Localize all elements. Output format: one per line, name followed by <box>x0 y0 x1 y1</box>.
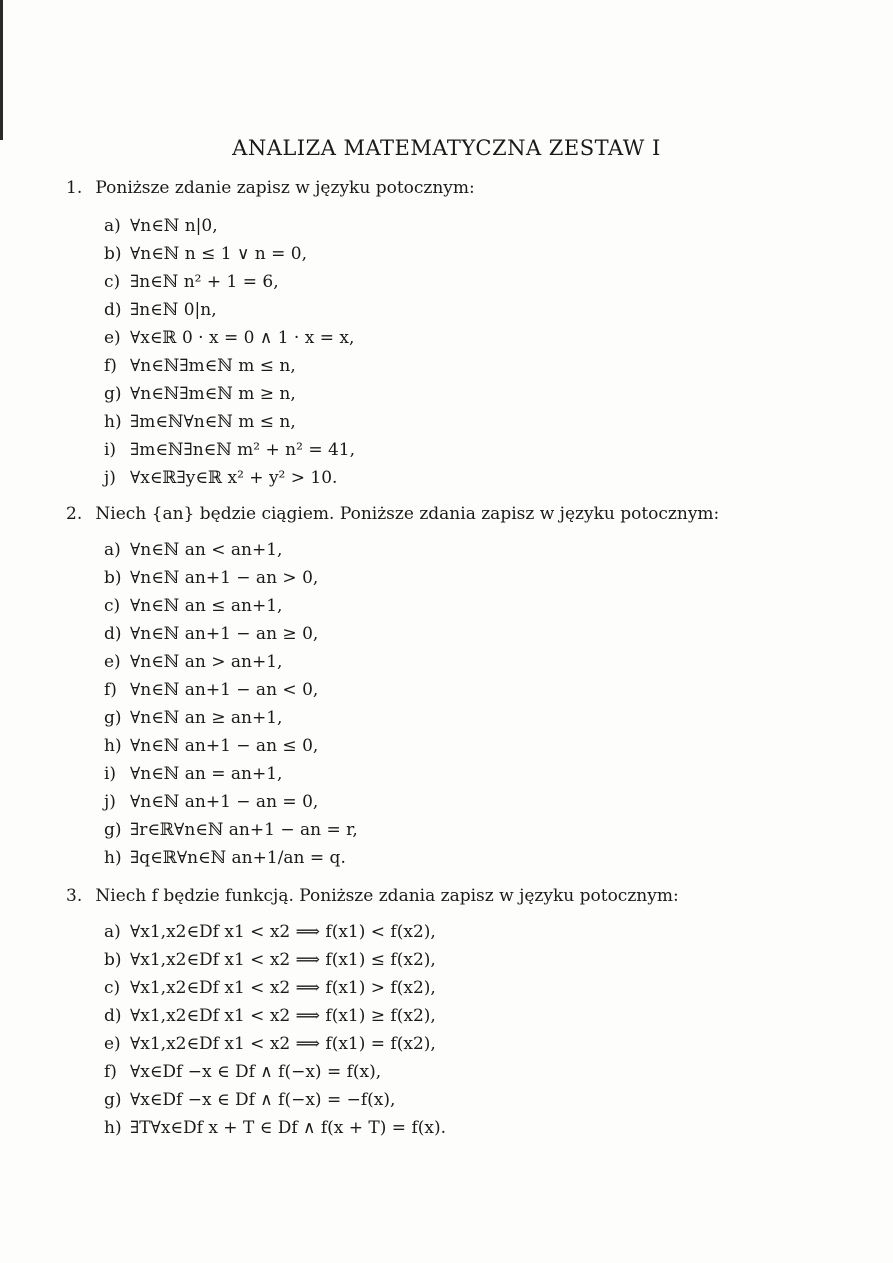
list-item <box>104 272 279 292</box>
list-item <box>104 356 296 376</box>
problem-3-statement <box>66 886 679 906</box>
list-item <box>104 412 296 432</box>
item-label: g) <box>104 820 122 840</box>
list-item <box>104 568 318 588</box>
formula: ∀n∈ℕ an+1 − an < 0, <box>130 680 319 700</box>
problem-text: Niech {an} będzie ciągiem. Poniższe zdania zapisz w języku potocznym: <box>95 504 720 524</box>
item-label: h) <box>104 412 122 432</box>
list-item <box>104 300 217 320</box>
list-item <box>104 384 296 404</box>
list-item <box>104 708 282 728</box>
item-label: b) <box>104 568 122 588</box>
formula: ∀n∈ℕ an+1 − an > 0, <box>130 568 319 588</box>
list-item <box>104 596 282 616</box>
formula: ∃m∈ℕ∀n∈ℕ m ≤ n, <box>130 412 296 432</box>
formula: ∀x∈ℝ 0 · x = 0 ∧ 1 · x = x, <box>130 328 355 348</box>
formula: ∃r∈ℝ∀n∈ℕ an+1 − an = r, <box>130 820 358 840</box>
formula: ∀n∈ℕ an ≥ an+1, <box>130 708 283 728</box>
formula: ∃m∈ℕ∃n∈ℕ m² + n² = 41, <box>130 440 356 460</box>
list-item <box>104 848 346 868</box>
formula: ∀n∈ℕ an > an+1, <box>130 652 283 672</box>
list-item <box>104 978 436 998</box>
item-label: e) <box>104 1034 121 1054</box>
list-item <box>104 1034 436 1054</box>
list-item <box>104 440 355 460</box>
item-label: e) <box>104 652 121 672</box>
problem-text: Poniższe zdanie zapisz w języku potocznym: <box>95 178 475 198</box>
formula: ∀x∈Df −x ∈ Df ∧ f(−x) = f(x), <box>130 1062 382 1082</box>
problem-2-statement <box>66 504 719 524</box>
formula: ∀n∈ℕ an+1 − an ≤ 0, <box>130 736 319 756</box>
item-label: j) <box>104 468 116 488</box>
list-item <box>104 680 318 700</box>
item-label: h) <box>104 736 122 756</box>
item-label: a) <box>104 540 121 560</box>
formula: ∃q∈ℝ∀n∈ℕ an+1/an = q. <box>130 848 346 868</box>
list-item <box>104 1090 395 1110</box>
item-label: a) <box>104 922 121 942</box>
problem-text: Niech f będzie funkcją. Poniższe zdania zapisz w języku potocznym: <box>95 886 679 906</box>
item-label: g) <box>104 1090 122 1110</box>
item-label: c) <box>104 978 121 998</box>
list-item <box>104 624 318 644</box>
problem-number: 2. <box>66 504 83 524</box>
formula: ∀n∈ℕ an ≤ an+1, <box>130 596 283 616</box>
list-item <box>104 950 436 970</box>
item-label: c) <box>104 596 121 616</box>
scan-edge-mark <box>0 0 3 140</box>
list-item <box>104 820 358 840</box>
list-item <box>104 1118 446 1138</box>
page-title: ANALIZA MATEMATYCZNA ZESTAW I <box>232 136 661 160</box>
item-label: g) <box>104 384 122 404</box>
item-label: g) <box>104 708 122 728</box>
formula: ∀x1,x2∈Df x1 < x2 ⟹ f(x1) ≤ f(x2), <box>130 950 436 970</box>
item-label: a) <box>104 216 121 236</box>
formula: ∀n∈ℕ∃m∈ℕ m ≥ n, <box>130 384 296 404</box>
list-item <box>104 1006 436 1026</box>
formula: ∀n∈ℕ∃m∈ℕ m ≤ n, <box>130 356 296 376</box>
item-label: j) <box>104 792 116 812</box>
formula: ∀n∈ℕ an < an+1, <box>130 540 283 560</box>
problem-number: 3. <box>66 886 83 906</box>
item-label: e) <box>104 328 121 348</box>
formula: ∀x1,x2∈Df x1 < x2 ⟹ f(x1) < f(x2), <box>130 922 436 942</box>
formula: ∀x1,x2∈Df x1 < x2 ⟹ f(x1) = f(x2), <box>130 1034 436 1054</box>
list-item <box>104 244 307 264</box>
item-label: i) <box>104 764 117 784</box>
list-item <box>104 328 354 348</box>
list-item <box>104 540 282 560</box>
problem-1-statement <box>66 178 475 198</box>
item-label: h) <box>104 848 122 868</box>
list-item <box>104 764 282 784</box>
problem-number: 1. <box>66 178 83 198</box>
list-item <box>104 652 282 672</box>
item-label: f) <box>104 680 117 700</box>
formula: ∀x∈Df −x ∈ Df ∧ f(−x) = −f(x), <box>130 1090 396 1110</box>
item-label: h) <box>104 1118 122 1138</box>
item-label: d) <box>104 1006 122 1026</box>
item-label: i) <box>104 440 117 460</box>
item-label: c) <box>104 272 121 292</box>
item-label: f) <box>104 356 117 376</box>
item-label: f) <box>104 1062 117 1082</box>
list-item <box>104 792 318 812</box>
item-label: d) <box>104 300 122 320</box>
item-label: b) <box>104 244 122 264</box>
list-item <box>104 216 218 236</box>
formula: ∀n∈ℕ an = an+1, <box>130 764 283 784</box>
formula: ∃n∈ℕ n² + 1 = 6, <box>130 272 279 292</box>
formula: ∀n∈ℕ an+1 − an ≥ 0, <box>130 624 319 644</box>
formula: ∀x1,x2∈Df x1 < x2 ⟹ f(x1) > f(x2), <box>130 978 436 998</box>
formula: ∀x∈ℝ∃y∈ℝ x² + y² > 10. <box>130 468 338 488</box>
formula: ∀n∈ℕ n ≤ 1 ∨ n = 0, <box>130 244 308 264</box>
item-label: b) <box>104 950 122 970</box>
item-label: d) <box>104 624 122 644</box>
list-item <box>104 922 436 942</box>
formula: ∀n∈ℕ an+1 − an = 0, <box>130 792 319 812</box>
formula: ∃n∈ℕ 0|n, <box>130 300 217 320</box>
list-item <box>104 736 318 756</box>
list-item <box>104 468 337 488</box>
list-item <box>104 1062 381 1082</box>
formula: ∃T∀x∈Df x + T ∈ Df ∧ f(x + T) = f(x). <box>130 1118 446 1138</box>
formula: ∀x1,x2∈Df x1 < x2 ⟹ f(x1) ≥ f(x2), <box>130 1006 436 1026</box>
formula: ∀n∈ℕ n|0, <box>130 216 218 236</box>
